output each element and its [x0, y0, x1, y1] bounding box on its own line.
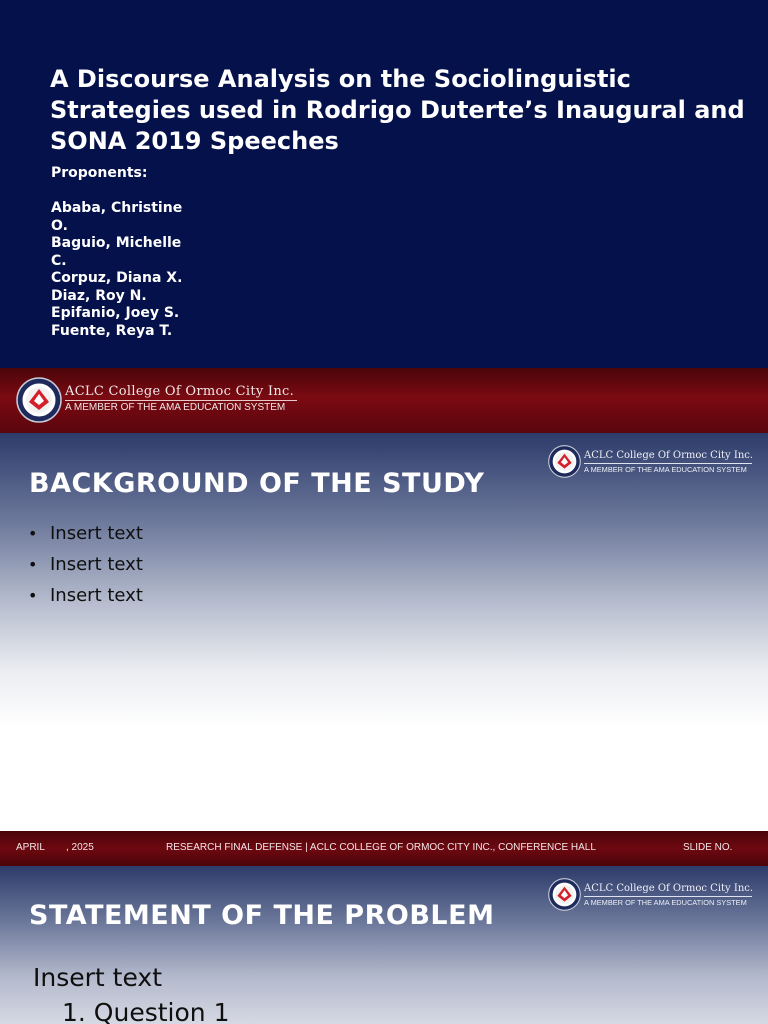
bullet-text: Insert text [50, 554, 143, 575]
proponents-list [51, 200, 201, 340]
footer-event: RESEARCH FINAL DEFENSE | ACLC COLLEGE OF ORMOC CITY INC., CONFERENCE HALL [166, 842, 596, 853]
proponent-name: Corpuz, Diana X. [51, 270, 183, 286]
bullet-glyph: • [28, 524, 38, 543]
proponents-label: Proponents: [51, 165, 148, 181]
org-divider [584, 896, 752, 897]
slide-title: BACKGROUND OF THE STUDY [29, 468, 485, 499]
list-item [28, 518, 143, 549]
org-divider [65, 400, 297, 401]
org-name: ACLC College Of Ormoc City Inc. [584, 883, 754, 894]
org-tagline: A MEMBER OF THE AMA EDUCATION SYSTEM [584, 465, 747, 474]
footer-month: APRIL [16, 842, 45, 853]
org-tagline: A MEMBER OF THE AMA EDUCATION SYSTEM [65, 402, 286, 413]
background-slide [0, 433, 768, 866]
list-item [28, 549, 143, 580]
bullet-text: Insert text [50, 585, 143, 606]
presentation-title: A Discourse Analysis on the Sociolinguistic Strategies used in Rodrigo Duterte’s Inaugural and SONA 2019 Speeches [50, 65, 745, 155]
org-name: ACLC College Of Ormoc City Inc. [65, 384, 295, 399]
title-slide-footer-banner [0, 368, 768, 433]
org-name: ACLC College Of Ormoc City Inc. [584, 450, 754, 461]
org-tagline: A MEMBER OF THE AMA EDUCATION SYSTEM [584, 898, 747, 907]
footer-year: , 2025 [66, 842, 94, 853]
problem-statement-slide [0, 866, 768, 1024]
bullet-text: Insert text [50, 523, 143, 544]
slide-title: STATEMENT OF THE PROBLEM [29, 900, 495, 931]
org-divider [584, 463, 752, 464]
question-item: 1. Question 1 [62, 998, 230, 1024]
body-text: Insert text [33, 963, 162, 992]
footer-slide-number: SLIDE NO. [683, 842, 733, 853]
org-logo-badge [548, 445, 758, 479]
proponent-name: Fuente, Reya T. [51, 322, 173, 339]
aclc-seal-icon [548, 445, 581, 478]
proponent-name: Diaz, Roy N. [51, 287, 147, 304]
bullet-glyph: • [28, 586, 38, 605]
title-slide [0, 0, 768, 433]
bullet-list [28, 518, 143, 611]
proponent-name: Epifanio, Joey S. [51, 305, 180, 321]
list-item [28, 580, 143, 611]
org-logo-badge [548, 878, 758, 912]
proponent-name: Ababa, Christine O. [51, 200, 183, 234]
aclc-seal-icon [548, 878, 581, 911]
proponent-name: Baguio, Michelle C. [51, 235, 182, 269]
bullet-glyph: • [28, 555, 38, 574]
aclc-seal-icon [16, 377, 62, 423]
slide-footer-bar [0, 831, 768, 866]
